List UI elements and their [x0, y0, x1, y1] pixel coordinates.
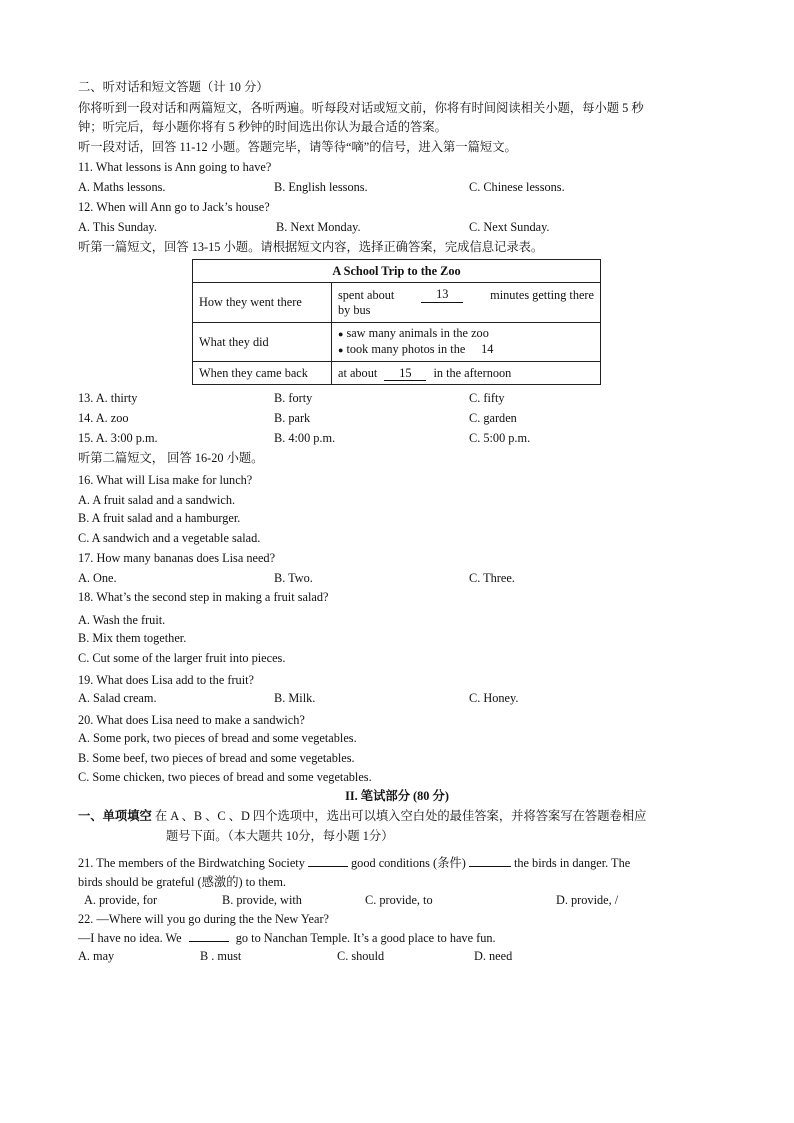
- table-row-back-value: [332, 362, 601, 385]
- q16-stem: 16. What will Lisa make for lunch?: [78, 473, 253, 487]
- q17-option-c: C. Three.: [469, 571, 515, 585]
- q19-option-c: C. Honey.: [469, 691, 519, 705]
- how-post-text: minutes getting there: [490, 287, 594, 302]
- blank-13: 13: [421, 288, 463, 303]
- q22-text-a: —I have no idea. We: [78, 931, 182, 945]
- q22-option-a: A. may: [78, 949, 115, 963]
- listening-intro-line2: 钟；听完后，每小题你将有 5 秒钟的时间选出你认为最合适的答案。: [78, 120, 447, 134]
- written-part-title: II. 笔试部分 (80 分): [345, 789, 449, 803]
- did-item1: saw many animals in the zoo: [346, 326, 489, 340]
- q21-line2: birds should be grateful (感激的) to them.: [78, 875, 286, 889]
- q15-option-b: B. 4:00 p.m.: [274, 431, 336, 445]
- how-pre-text: spent about: [338, 287, 395, 302]
- q22-blank: [189, 941, 229, 942]
- q12-option-a: A. This Sunday.: [78, 220, 157, 234]
- q21-blank-2: [469, 866, 511, 867]
- q11-stem: 11. What lessons is Ann going to have?: [78, 160, 272, 174]
- bullet-icon: ●: [338, 345, 344, 355]
- q22-option-d: D. need: [474, 949, 513, 963]
- q21-text-b: good conditions (条件): [351, 856, 466, 870]
- table-row-back-label: When they came back: [193, 362, 332, 385]
- q20-option-a: A. Some pork, two pieces of bread and some vegetables.: [78, 731, 357, 745]
- section1-heading-line1: [78, 809, 646, 824]
- school-trip-table: [192, 259, 601, 385]
- q18-option-c: C. Cut some of the larger fruit into pieces.: [78, 651, 286, 665]
- q16-option-a: A. A fruit salad and a sandwich.: [78, 493, 236, 507]
- q17-option-b: B. Two.: [274, 571, 313, 585]
- table-row-how-value: [332, 283, 601, 323]
- section-title-listening: 二、听对话和短文答题（计 10 分）: [78, 80, 269, 94]
- q11-option-a: A. Maths lessons.: [78, 180, 166, 194]
- q15-option-c: C. 5:00 p.m.: [469, 431, 531, 445]
- q21-text-c: the birds in danger. The: [513, 856, 631, 870]
- q13-option-a: 13. A. thirty: [78, 391, 138, 405]
- q18-stem: 18. What’s the second step in making a fruit salad?: [78, 590, 329, 604]
- table-title: A School Trip to the Zoo: [193, 260, 601, 283]
- q12-option-b: B. Next Monday.: [276, 220, 361, 234]
- q18-option-a: A. Wash the fruit.: [78, 613, 166, 627]
- how-line2-text: by bus: [338, 302, 371, 317]
- blank-15: 15: [384, 367, 426, 381]
- q19-option-b: B. Milk.: [274, 691, 316, 705]
- did-item2-pre: took many photos in the: [346, 342, 466, 356]
- q22-option-c: C. should: [337, 949, 385, 963]
- back-pre-text: at about: [338, 365, 378, 380]
- table-row-did-label: What they did: [193, 323, 332, 362]
- q13-option-b: B. forty: [274, 391, 313, 405]
- dialogue-instruction: 听一段对话，回答 11-12 小题。答题完毕，请等待“嘀”的信号，进入第一篇短文。: [78, 140, 517, 154]
- q12-option-c: C. Next Sunday.: [469, 220, 550, 234]
- q15-option-a: 15. A. 3:00 p.m.: [78, 431, 158, 445]
- q16-option-b: B. A fruit salad and a hamburger.: [78, 511, 241, 525]
- q22-option-b: B . must: [200, 949, 242, 963]
- q18-option-b: B. Mix them together.: [78, 631, 187, 645]
- table-row-how-label: How they went there: [193, 283, 332, 323]
- q14-option-a: 14. A. zoo: [78, 411, 129, 425]
- q21-option-a: A. provide, for: [84, 893, 158, 907]
- back-post-text: in the afternoon: [433, 365, 512, 380]
- q21-option-b: B. provide, with: [222, 893, 302, 907]
- q21-line1: [78, 856, 630, 871]
- q21-text-a: 21. The members of the Birdwatching Society: [78, 856, 305, 870]
- q12-stem: 12. When will Ann go to Jack’s house?: [78, 200, 270, 214]
- q21-option-c: C. provide, to: [365, 893, 433, 907]
- q20-stem: 20. What does Lisa need to make a sandwich?: [78, 713, 305, 727]
- section1-heading-line2: 题号下面。（本大题共 10分，每小题 1分）: [166, 829, 394, 843]
- q22-line2: [78, 931, 496, 946]
- listening-intro-line1: 你将听到一段对话和两篇短文，各听两遍。听每段对话或短文前，你将有时间阅读相关小题，每小题 5 秒: [78, 101, 644, 115]
- q11-option-c: C. Chinese lessons.: [469, 180, 565, 194]
- q19-stem: 19. What does Lisa add to the fruit?: [78, 673, 254, 687]
- q13-option-c: C. fifty: [469, 391, 505, 405]
- q21-option-d: D. provide, /: [556, 893, 619, 907]
- q22-line1: 22. —Where will you go during the the New Year?: [78, 912, 330, 926]
- q16-option-c: C. A sandwich and a vegetable salad.: [78, 531, 261, 545]
- q20-option-b: B. Some beef, two pieces of bread and some vegetables.: [78, 751, 355, 765]
- blank-14: 14: [481, 342, 494, 356]
- section1-label: 一、单项填空: [78, 809, 152, 823]
- q22-text-b: go to Nanchan Temple. It’s a good place to have fun.: [235, 931, 496, 945]
- passage1-instruction: 听第一篇短文，回答 13-15 小题。请根据短文内容，选择正确答案，完成信息记录表。: [78, 240, 544, 254]
- q17-stem: 17. How many bananas does Lisa need?: [78, 551, 276, 565]
- q11-option-b: B. English lessons.: [274, 180, 368, 194]
- bullet-icon: ●: [338, 329, 344, 339]
- q19-option-a: A. Salad cream.: [78, 691, 157, 705]
- q14-option-b: B. park: [274, 411, 311, 425]
- table-row-did-value: [332, 323, 601, 362]
- passage2-instruction: 听第二篇短文， 回答 16-20 小题。: [78, 451, 264, 465]
- q14-option-c: C. garden: [469, 411, 517, 425]
- q20-option-c: C. Some chicken, two pieces of bread and some vegetables.: [78, 770, 372, 784]
- section1-text: 在 A 、B 、C 、D 四个选项中，选出可以填入空白处的最佳答案，并将答案写在答题卷相应: [154, 809, 647, 823]
- q17-option-a: A. One.: [78, 571, 117, 585]
- q21-blank-1: [308, 866, 348, 867]
